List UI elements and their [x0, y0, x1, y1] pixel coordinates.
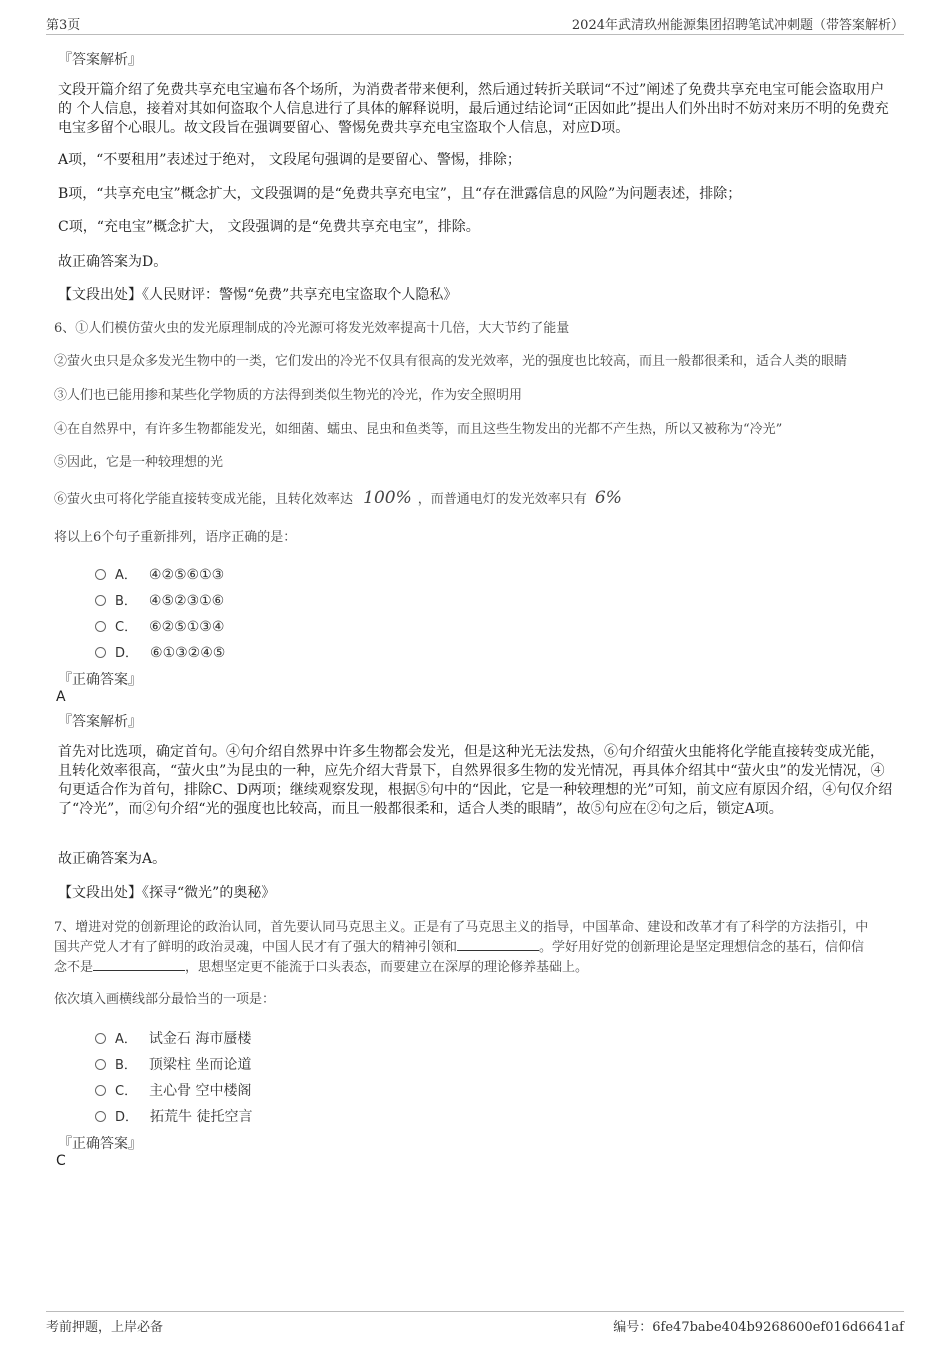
document-code: 编号：6fe47babe404b9268600ef016d6641af: [613, 1320, 904, 1335]
q7-option-d[interactable]: D． 拓荒牛 徒托空言: [95, 1106, 252, 1126]
page-header: [46, 14, 904, 35]
q6-sentence-6: [54, 488, 622, 510]
q5-option-c-note: C项，“充电宝”概念扩大， 文段强调的是“免费共享充电宝”，排除。: [58, 219, 480, 235]
q6-answer-label: 『正确答案』: [58, 672, 142, 688]
q6-sentence-1: 6、①人们模仿萤火虫的发光原理制成的冷光源可将发光效率提高十几倍，大大节约了能量: [54, 321, 570, 336]
q7-option-b[interactable]: B． 顶梁柱 坐而论道: [95, 1054, 251, 1074]
radio-icon[interactable]: [95, 569, 106, 580]
q5-analysis-label: 『答案解析』: [58, 52, 142, 68]
q7-answer-label: 『正确答案』: [58, 1136, 142, 1152]
radio-icon[interactable]: [95, 1111, 106, 1122]
q5-source: 【文段出处】《人民财评：警惕“免费”共享充电宝盗取个人隐私》: [58, 287, 458, 303]
q6-sentence-4: ④在自然界中，有许多生物都能发光，如细菌、蠕虫、昆虫和鱼类等，而且这些生物发出的光都不产生热，所以又被称为“冷光”: [54, 422, 783, 437]
q7-option-c[interactable]: C． 主心骨 空中楼阁: [95, 1080, 252, 1100]
q6-sentence-6-mid: ，而普通电灯的发光效率只有: [417, 492, 587, 507]
q6-prompt: 将以上6个句子重新排列，语序正确的是：: [54, 530, 297, 545]
document-title: 2024年武清玖州能源集团招聘笔试冲刺题（带答案解析）: [571, 18, 904, 33]
q6-sentence-6-pre: ⑥萤火虫可将化学能直接转变成光能，且转化效率达: [54, 492, 354, 507]
radio-icon[interactable]: [95, 595, 106, 606]
page-footer: [46, 1311, 904, 1334]
q6-option-d[interactable]: D． ⑥①③②④⑤: [95, 642, 225, 662]
q7-line-2: 国共产党人才有了鲜明的政治灵魂，中国人民才有了强大的精神引领和 。学好用好党的创新理论是坚定理想信念的基石，信仰信: [54, 940, 865, 955]
radio-icon[interactable]: [95, 621, 106, 632]
page-number: 第3页: [46, 18, 81, 33]
fill-blank-1: [457, 938, 539, 951]
radio-icon[interactable]: [95, 647, 106, 658]
radio-icon[interactable]: [95, 1085, 106, 1096]
q6-sentence-3: ③人们也已能用掺和某些化学物质的方法得到类似生物光的冷光，作为安全照明用: [54, 388, 523, 403]
q7-prompt: 依次填入画横线部分最恰当的一项是：: [54, 992, 276, 1007]
q7-line-1: 7、增进对党的创新理论的政治认同，首先要认同马克思主义。正是有了马克思主义的指导，中国革命、建设和改革才有了科学的方法指引，中: [54, 920, 869, 935]
q6-analysis-text: 首先对比选项，确定首句。④句介绍自然界中许多生物都会发光，但是这种光无法发热，⑥句介绍萤火虫能将化学能直接转变成光能，且转化效率很高，“萤火虫”为昆虫的一种，应先介绍大背景下，自然界很多生物的发光情况，再具体介绍其中“萤火虫”的发光情况，④句更适合作为首句，排除C、D两项；继续观察发现，根据⑤句中的“因此，它是一种较理想的光”可知，前文应有原因介绍，④句仅介绍了“冷光”，而②句介绍“光的强度也比较高，而且一般都很柔和，适合人类的眼睛”，故⑤句应在②句之后，锁定A项。: [58, 744, 893, 817]
q5-option-a-note: A项，“不要租用”表述过于绝对， 文段尾句强调的是要留心、警惕，排除；: [58, 152, 521, 168]
q6-analysis-label: 『答案解析』: [58, 714, 142, 730]
q6-answer: A: [56, 689, 66, 705]
q6-sentence-5: ⑤因此，它是一种较理想的光: [54, 455, 224, 470]
q5-analysis-text: 文段开篇介绍了免费共享充电宝遍布各个场所，为消费者带来便利，然后通过转折关联词“不过”阐述了免费共享充电宝可能会盗取用户 的 个人信息，接着对其如何盗取个人信息进行了具体的解释说明，最后通过结论词“正因如此”提出人们外出时不妨对来历不明的免费充电宝多留个心眼儿。故文段旨在强调要留心、警惕免费共享充电宝盗取个人信息，对应D项。: [58, 82, 889, 136]
q6-option-a[interactable]: A． ④②⑤⑥①③: [95, 564, 224, 584]
q7-option-a[interactable]: A． 试金石 海市蜃楼: [95, 1028, 251, 1048]
q5-option-b-note: B项，“共享充电宝”概念扩大，文段强调的是“免费共享充电宝”，且“存在泄露信息的风险”为问题表述，排除；: [58, 186, 742, 202]
q6-option-b[interactable]: B． ④⑤②③①⑥: [95, 590, 224, 610]
q5-conclusion: 故正确答案为D。: [58, 254, 168, 270]
q6-sentence-2: ②萤火虫只是众多发光生物中的一类，它们发出的冷光不仅具有很高的发光效率，光的强度也比较高，而且一般都很柔和，适合人类的眼睛: [54, 354, 848, 369]
efficiency-firefly: 100%: [363, 488, 412, 508]
q6-conclusion: 故正确答案为A。: [58, 851, 167, 867]
radio-icon[interactable]: [95, 1033, 106, 1044]
q7-answer: C: [56, 1153, 66, 1169]
fill-blank-2: [93, 958, 185, 971]
footer-slogan: 考前押题，上岸必备: [46, 1320, 164, 1335]
radio-icon[interactable]: [95, 1059, 106, 1070]
q7-line-3: 念不是 ，思想坚定更不能流于口头表态，而要建立在深厚的理论修养基础上。: [54, 960, 589, 975]
q6-source: 【文段出处】《探寻“微光”的奥秘》: [58, 885, 276, 901]
q6-option-c[interactable]: C． ⑥②⑤①③④: [95, 616, 224, 636]
efficiency-lamp: 6%: [594, 488, 622, 508]
